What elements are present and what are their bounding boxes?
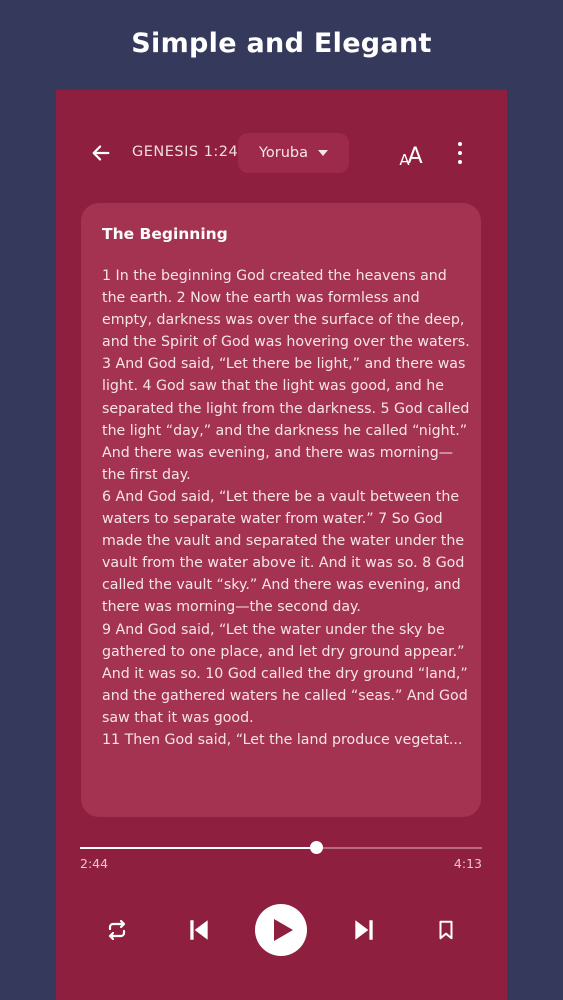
promo-headline: Simple and Elegant [131,28,432,59]
verse-paragraph: 11 Then God said, “Let the land produce vegetat... [102,731,463,748]
verse-paragraph: 1 In the beginning God created the heavens and the earth. 2 Now the earth was formless and empty, darkness was over the surface of the deep, and the Spirit of God was hovering over the waters. [102,268,470,351]
bookmark-button[interactable] [430,914,462,946]
play-button[interactable] [255,904,307,956]
more-vertical-icon [458,142,462,146]
back-button[interactable] [86,138,116,168]
next-button[interactable] [348,914,380,946]
previous-button[interactable] [183,914,215,946]
phone-screen [56,90,507,1000]
arrow-left-icon [90,142,112,164]
skip-previous-icon [186,917,212,943]
more-vertical-icon-dot [458,151,462,155]
repeat-button[interactable] [101,914,133,946]
top-app-bar [56,132,507,174]
verse-paragraph: 9 And God said, “Let the water under the sky be gathered to one place, and let dry ground appear.” And it was so. 10 God called the dry ground “land,” and the gathered waters he called “seas.” And God saw that it was good. [102,621,468,726]
repeat-icon [105,918,129,942]
section-title: The Beginning [102,225,228,243]
text-size-icon: A A [399,144,423,169]
caret-down-icon [318,150,328,156]
language-dropdown[interactable] [238,133,349,173]
verse-paragraph: 6 And God said, “Let there be a vault between the waters to separate water from water.” 7 So God made the vault and separated the water under the vault from the water above it. And it was so. 8 God called the vault “sky.” And there was evening, and there was morning—the second day. [102,488,465,616]
player-controls [56,902,507,958]
progress-fill [80,847,316,849]
scripture-text [102,265,474,751]
language-value: Yoruba [258,145,309,161]
more-options-button[interactable] [450,138,470,168]
progress-thumb[interactable] [310,841,323,854]
verse-paragraph: 3 And God said, “Let there be light,” and there was light. 4 God saw that the light was good, and he separated the light from the darkness. 5 God called the light “day,” and the darkness he called “night.” And there was evening, and there was morning—the first day. [102,356,470,483]
text-size-button[interactable] [396,138,426,168]
bookmark-icon [435,918,457,942]
total-time: 4:13 [453,856,482,871]
audio-progress-slider[interactable] [80,847,482,849]
reading-card [81,203,481,817]
chapter-reference[interactable]: GENESIS 1:24 [132,144,239,160]
elapsed-time: 2:44 [80,856,109,871]
more-vertical-icon-dot [458,160,462,164]
skip-next-icon [351,917,377,943]
play-icon [272,918,294,942]
